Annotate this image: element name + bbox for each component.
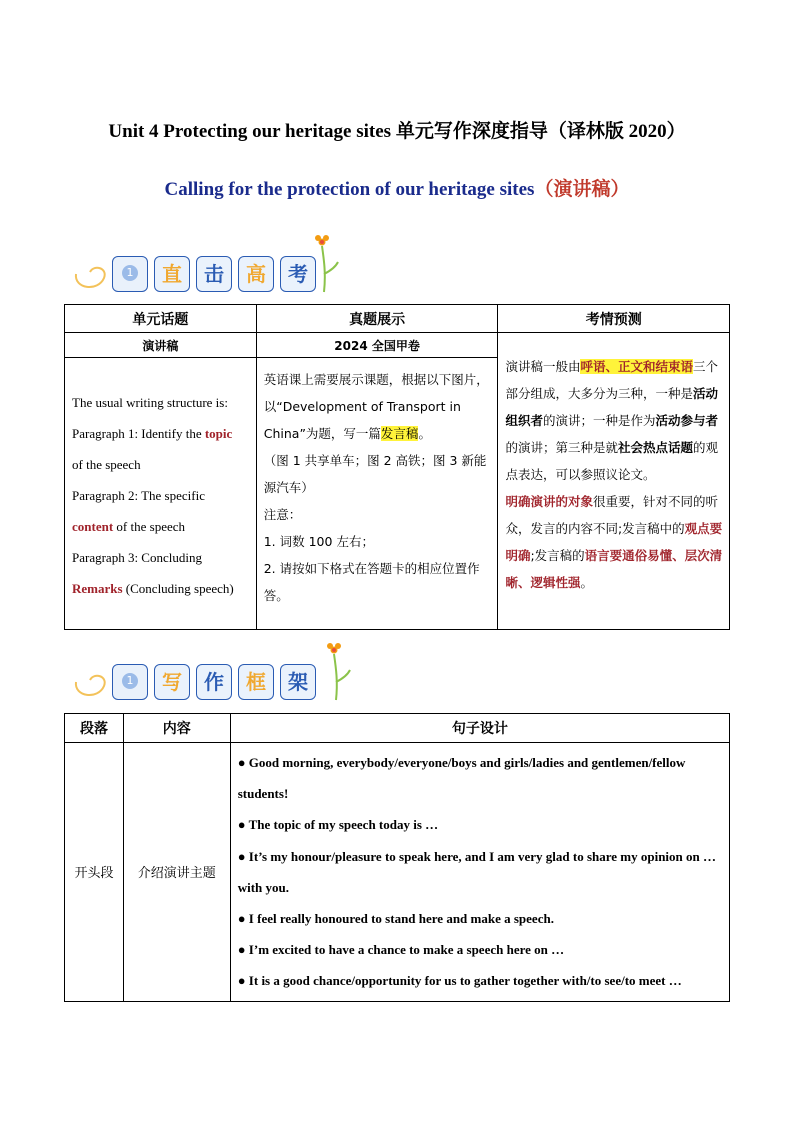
banner-char: 击 (196, 256, 232, 292)
structure-cell: The usual writing structure is: Paragraph 1: Identify the topic of the speech Paragraph 2: The specific content of the speech Paragraph 3: Concluding Remarks (Concluding speech) (65, 358, 257, 630)
banner-char: 写 (154, 664, 190, 700)
exam-prompt-cell: 英语课上需要展示课题，根据以下图片，以“Development of Transport in China”为题，写一篇发言稿。 （图 1 共享单车；图 2 高铁；图 3 新能源汽车） 注意： 1. 词数 100 左右； 2. 请按如下格式在答题卡的相应位置作答。 (256, 358, 498, 630)
sentences-cell (230, 743, 729, 1002)
forecast-cell: 演讲稿一般由呼语、正文和结束语三个部分组成，大多分为三种，一种是活动组织者的演讲；一种是作为活动参与者的演讲；第三种是就社会热点话题的观点表达，可以参照议论文。 明确演讲的对象很重要，针对不同的听众，发言的内容不同;发言稿中的观点要明确;发言稿的语言要通俗易懂、层次清晰、逻辑性强。 (498, 333, 730, 630)
header-paragraph: 段落 (65, 714, 124, 743)
topic-cell: 演讲稿 (65, 333, 257, 358)
section-banner-exam (70, 234, 360, 294)
banner-char: 考 (280, 256, 316, 292)
header-content: 内容 (123, 714, 230, 743)
flower-decoration-icon (320, 642, 356, 702)
exam-cell: 2024 全国甲卷 (256, 333, 498, 358)
document-subtitle (0, 174, 794, 201)
subtitle-english: Calling for the protection of our heritage sites (164, 179, 535, 200)
banner-char: 直 (154, 256, 190, 292)
sentence-item: ● I feel really honoured to stand here and make a speech. (237, 911, 554, 927)
banner-char: 作 (196, 664, 232, 700)
sentence-item: ● It’s my honour/pleasure to speak here, and I am very glad to share my opinion on … with you. (237, 848, 717, 895)
section-number-badge: 1 (112, 664, 148, 700)
header-forecast: 考情预测 (498, 305, 730, 333)
flower-decoration-icon (308, 234, 344, 294)
header-exam: 真题展示 (256, 305, 498, 333)
subtitle-chinese: （演讲稿） (534, 179, 630, 200)
writing-framework-table (64, 713, 730, 1002)
sentence-item: ● I’m excited to have a chance to make a speech here on … (237, 942, 565, 958)
document-title: Unit 4 Protecting our heritage sites 单元写作深度指导（译林版 2020） (108, 121, 686, 142)
header-sentences: 句子设计 (230, 714, 729, 743)
banner-char: 高 (238, 256, 274, 292)
header-topic: 单元话题 (65, 305, 257, 333)
sentence-item: ● It is a good chance/opportunity for us to gather together with/to see/to meet … (237, 973, 682, 989)
sentence-item: ● Good morning, everybody/everyone/boys and girls/ladies and gentlemen/fellow students! (237, 755, 686, 802)
exam-overview-table (64, 304, 730, 630)
section-number-badge: 1 (112, 256, 148, 292)
content-cell: 介绍演讲主题 (123, 743, 230, 1002)
banner-char: 框 (238, 664, 274, 700)
sentence-item: ● The topic of my speech today is … (237, 817, 439, 833)
section-banner-framework (70, 642, 360, 702)
banner-char: 架 (280, 664, 316, 700)
paragraph-cell: 开头段 (65, 743, 124, 1002)
